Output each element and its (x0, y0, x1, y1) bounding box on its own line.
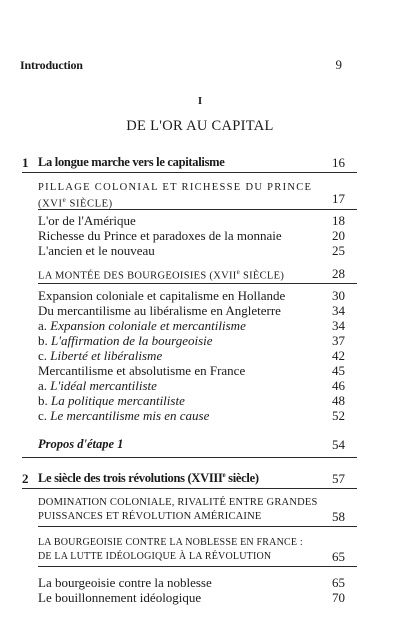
divider (22, 457, 357, 458)
intro-page: 9 (335, 57, 342, 72)
propos-page: 54 (332, 437, 345, 452)
chapter2-number: 2 (22, 471, 29, 486)
toc-item-page: 45 (332, 363, 345, 378)
toc-item-page: 46 (332, 378, 345, 393)
chapter1-page: 16 (332, 155, 345, 170)
toc-item: Le bouillonnement idéologique (38, 590, 202, 605)
chapter1-title: La longue marche vers le capitalisme (38, 155, 225, 169)
part-title: DE L'OR AU CAPITAL (126, 118, 274, 134)
section-pillage-century: (XVIe SIÈCLE) (38, 196, 113, 210)
section-bourgeoisies-page: 28 (332, 266, 345, 281)
toc-item-page: 42 (332, 348, 345, 363)
toc-item-page: 37 (332, 333, 345, 348)
toc-item-page: 20 (332, 228, 345, 243)
toc-subitem: b. La politique mercantiliste (38, 393, 185, 408)
chapter2-title: Le siècle des trois révolutions (XVIIIe siècle) (38, 471, 259, 486)
toc-item-page: 34 (332, 318, 345, 333)
divider (38, 566, 357, 567)
section-lutte-page: 65 (332, 549, 345, 564)
toc-item: Du mercantilisme au libéralisme en Angleterre (38, 303, 281, 318)
toc-item-page: 25 (332, 243, 345, 258)
divider (22, 172, 357, 173)
section-bourgeoisies-title: LA MONTÉE DES BOURGEOISIES (XVIIe SIÈCLE) (38, 268, 285, 282)
toc-item-page: 18 (332, 213, 345, 228)
section-domination-page: 58 (332, 509, 345, 524)
chapter1-number: 1 (22, 155, 29, 170)
toc-item-page: 65 (332, 575, 345, 590)
toc-subitem: b. L'affirmation de la bourgeoisie (38, 333, 213, 348)
toc-item-page: 48 (332, 393, 345, 408)
toc-subitem: a. Expansion coloniale et mercantilisme (38, 318, 246, 333)
propos-label: Propos d'étape 1 (38, 437, 124, 451)
section-lutte-title-line2: DE LA LUTTE IDÉOLOGIQUE À LA RÉVOLUTION (38, 551, 272, 562)
toc-item: L'ancien et le nouveau (38, 243, 155, 258)
toc-item-page: 30 (332, 288, 345, 303)
toc-item: Mercantilisme et absolutisme en France (38, 363, 246, 378)
divider (22, 488, 357, 489)
toc-item: L'or de l'Amérique (38, 213, 136, 228)
section-lutte-title-line1: LA BOURGEOISIE CONTRE LA NOBLESSE EN FRANCE : (38, 537, 303, 548)
intro-label: Introduction (20, 58, 83, 72)
toc-item-page: 70 (332, 590, 345, 605)
toc-item: Expansion coloniale et capitalisme en Hollande (38, 288, 286, 303)
toc-item-page: 52 (332, 408, 345, 423)
toc-subitem: c. Liberté et libéralisme (38, 348, 163, 363)
divider (38, 526, 357, 527)
toc-item-page: 34 (332, 303, 345, 318)
section-domination-title-line1: DOMINATION COLONIALE, RIVALITÉ ENTRE GRANDES (38, 497, 318, 508)
toc-item: La bourgeoisie contre la noblesse (38, 575, 212, 590)
part-numeral: I (197, 95, 203, 107)
toc-subitem: a. L'idéal mercantiliste (38, 378, 157, 393)
toc-subitem: c. Le mercantilisme mis en cause (38, 408, 210, 423)
section-domination-title-line2: PUISSANCES ET RÉVOLUTION AMÉRICAINE (38, 511, 262, 522)
divider (38, 209, 357, 210)
chapter2-page: 57 (332, 471, 345, 486)
divider (38, 283, 357, 284)
section-pillage-title: PILLAGE COLONIAL ET RICHESSE DU PRINCE (38, 182, 313, 193)
section-pillage-page: 17 (332, 191, 345, 206)
toc-item: Richesse du Prince et paradoxes de la monnaie (38, 228, 282, 243)
